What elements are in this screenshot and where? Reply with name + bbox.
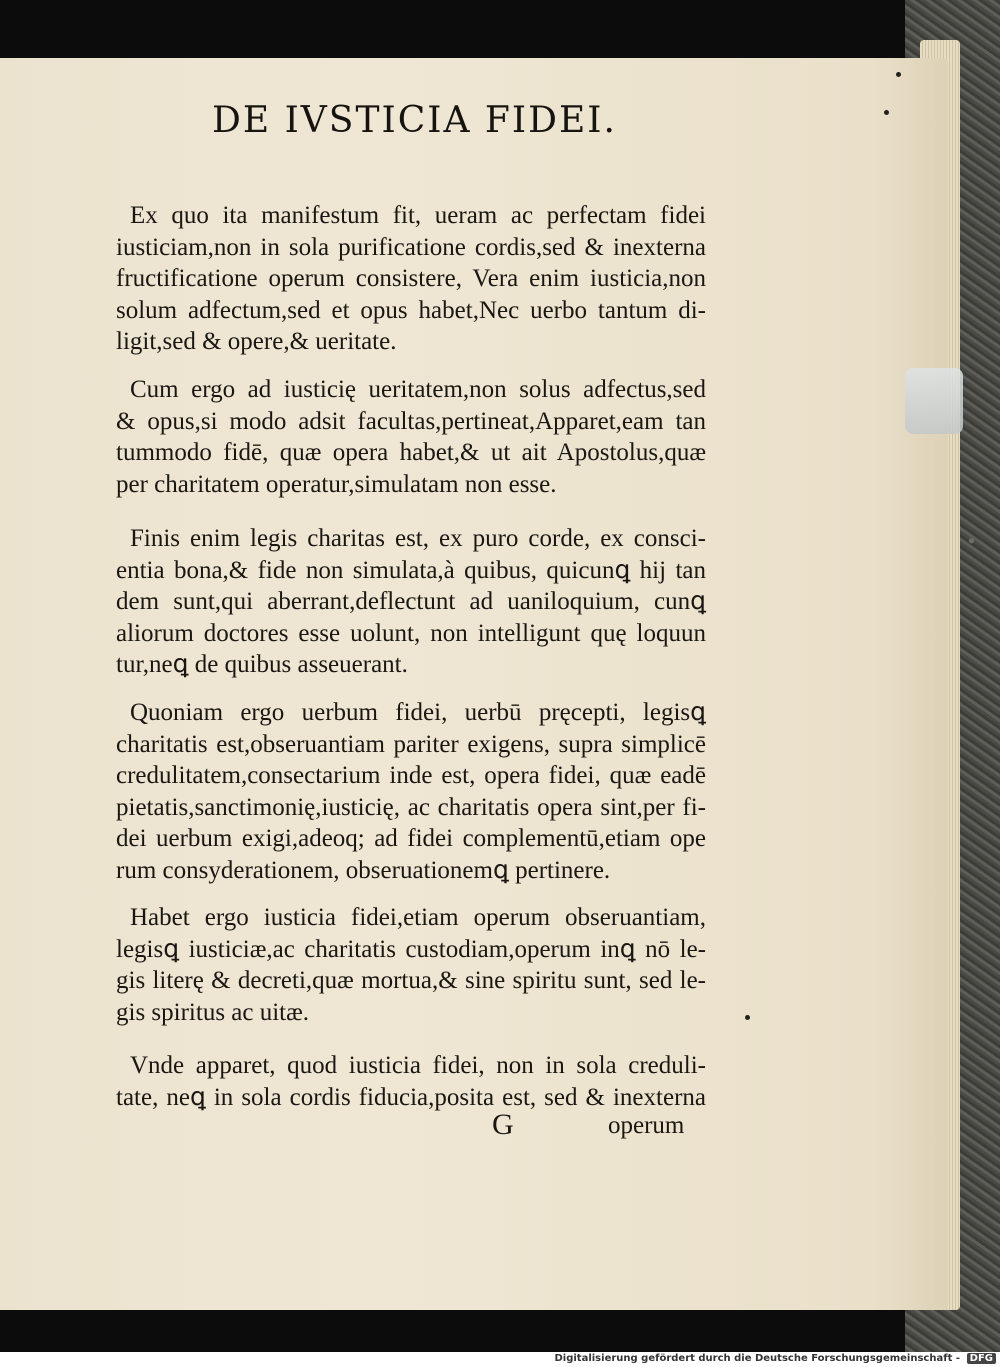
text-line: charitatis est,obseruantiam pariter exigens, supra simplicē [116,730,706,758]
text-line: gis literę & decreti,quæ mortua,& sine spiritu sunt, sed le- [116,967,706,994]
text-line: ligit,sed & opere,& ueritate. [116,328,397,355]
text-line: credulitatem,consectarium inde est, opera fidei, quæ eadē [116,762,706,789]
text-line: Habet ergo iusticia fidei,etiam operum obseruantiam, [130,904,706,931]
text-paragraph [116,1050,706,1113]
text-paragraph [116,697,706,886]
signature-mark: G [492,1108,514,1141]
ink-speck [884,110,889,115]
funding-credit: Digitalisierung gefördert durch die Deutsche Forschungsgemeinschaft - [554,1353,960,1364]
text-line: Finis enim legis charitas est, ex puro corde, ex consci- [130,525,706,552]
text-line: legisꝗ iusticiæ,ac charitatis custodiam,operum inꝗ nō le- [116,935,706,963]
text-line: fructificatione operum consistere, Vera enim iusticia,non [116,265,706,292]
dfg-logo: DFG [967,1353,996,1364]
text-paragraph [116,200,706,358]
catchword: operum [608,1112,685,1139]
text-line: tate, neꝗ in sola cordis fiducia,posita est, sed & inexterna [116,1083,706,1111]
page-marker-tab [905,368,963,434]
page-heading: DE IVSTICIA FIDEI. [212,100,617,141]
text-line: tummodo fidē, quæ opera habet,& ut ait Apostolus,quæ [116,439,706,466]
text-line: Ex quo ita manifestum fit, ueram ac perfectam fidei [130,202,706,229]
text-line: tur,neꝗ de quibus asseuerant. [116,651,408,678]
text-paragraph [116,523,706,681]
text-line: pietatis,sanctimonię,iusticię, ac charitatis opera sint,per fi- [116,793,706,821]
text-paragraph [116,902,706,1028]
text-line: & opus,si modo adsit facultas,pertineat,Apparet,eam tan [116,407,706,435]
text-line: rum consyderationem, obseruationemꝗ pertinere. [116,856,611,884]
text-line: Vnde apparet, quod iusticia fidei, non in sola creduli- [130,1052,706,1079]
ink-speck [745,1015,750,1020]
text-line: solum adfectum,sed et opus habet,Nec uerbo tantum di- [116,296,706,324]
text-line: Cum ergo ad iusticię ueritatem,non solus adfectus,sed [130,376,706,403]
text-line: per charitatem operatur,simulatam non esse. [116,470,557,498]
text-line: iusticiam,non in sola purificatione cordis,sed & inexterna [116,233,706,261]
ink-speck [896,72,901,77]
text-line: gis spiritus ac uitæ. [116,998,310,1026]
text-line: entia bona,& fide non simulata,à quibus, quicunꝗ hij tan [116,556,706,584]
text-line: Quoniam ergo uerbum fidei, uerbū pręcepti, legisꝗ [130,699,706,726]
text-paragraph [116,374,706,500]
text-line: dei uerbum exigi,adeoq; ad fidei complementū,etiam ope [116,825,706,852]
text-line: aliorum doctores esse uolunt, non intelligunt quę loquun [116,619,706,647]
text-line: dem sunt,qui aberrant,deflectunt ad uaniloquium, cunꝗ [116,588,706,615]
